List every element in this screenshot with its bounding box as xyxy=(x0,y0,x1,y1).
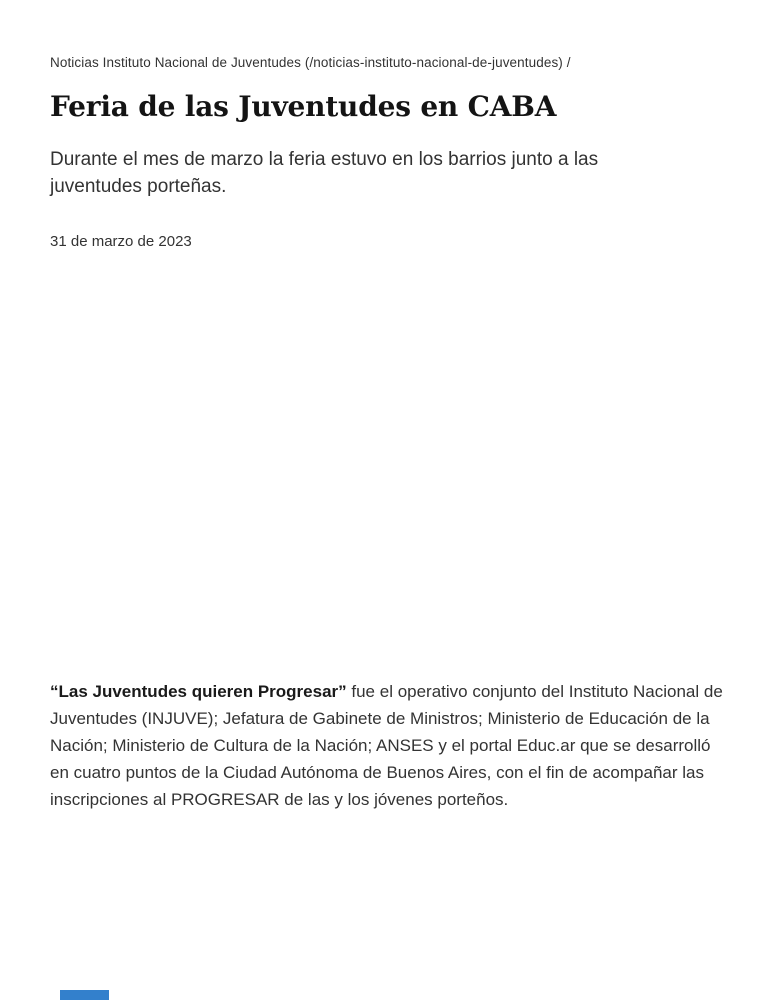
page-title: Feria de las Juventudes en CABA xyxy=(50,90,557,123)
article-image-placeholder xyxy=(50,251,723,661)
article-paragraph-text: fue el operativo conjunto del Instituto Nacional de Juventudes (INJUVE); Jefatura de Gabinete de Ministros; Ministerio de Educación de la Nación; Ministerio de Cultura de la Nación; ANSES y el portal Educ.ar que se desarrolló en cuatro puntos de la Ciudad Autónoma de Buenos Aires, con el fin de acompañar las inscripciones al PROGRESAR de las y los jóvenes porteños. xyxy=(50,682,723,809)
article-date: 31 de marzo de 2023 xyxy=(50,233,192,250)
breadcrumb xyxy=(50,55,723,71)
article-paragraph-bold-lead: “Las Juventudes quieren Progresar” xyxy=(50,682,347,701)
breadcrumb-separator: / xyxy=(566,55,571,70)
breadcrumb-link-url: (/noticias-instituto-nacional-de-juventudes) xyxy=(304,55,563,70)
bottom-accent-bar xyxy=(60,990,109,1000)
breadcrumb-link-label: Noticias Instituto Nacional de Juventudes xyxy=(50,55,301,70)
breadcrumb-link-noticias[interactable] xyxy=(50,55,563,70)
article-paragraph xyxy=(50,678,723,813)
article-lede: Durante el mes de marzo la feria estuvo en los barrios junto a las juventudes porteñas. xyxy=(50,149,599,197)
